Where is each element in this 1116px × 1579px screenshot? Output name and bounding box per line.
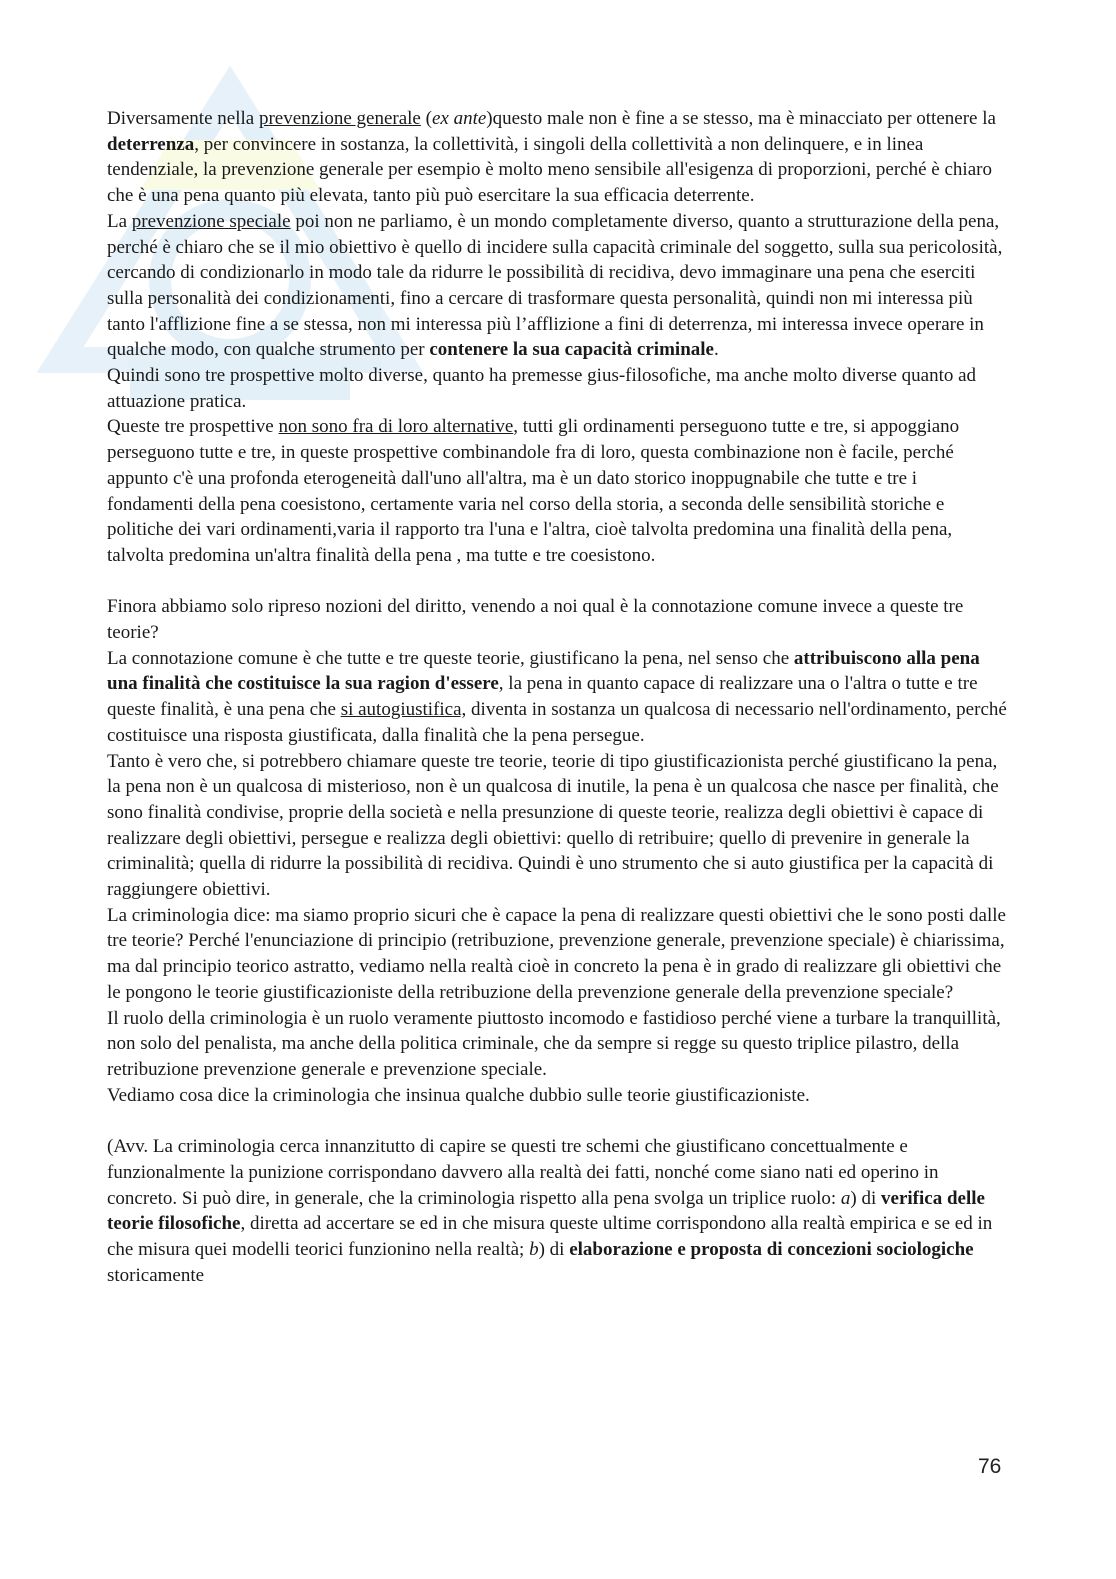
paragraph [107, 414, 1007, 568]
text-run: , per convincere in sostanza, la collettività, i singoli della collettività a non delinquere, e in linea tendenziale, la prevenzione generale per esempio è molto meno sensibile all'esigenza di proporzioni, perché è chiaro che è una pena quanto più elevata, tanto più può esercitare la sua efficacia deterrente. [107, 133, 992, 207]
text-run: , tutti gli ordinamenti perseguono tutte e tre, si appoggiano perseguono tutte e tre, in queste prospettive combinandole fra di loro, questa combinazione non è facile, perché appunto c'è una profonda eterogeneità dall'uno all'altra, ma è un dato storico inoppugnabile che tutte e tre i fondamenti della pena coesistono, certamente varia nel corso della storia, a seconda delle sensibilità storiche e politiche dei vari ordinamenti,varia il rapporto tra l'una e l'altra, cioè talvolta predomina una finalità della pena, talvolta predomina un'altra finalità della pena , ma tutte e tre coesistono. [107, 416, 960, 566]
paragraph [107, 1083, 1007, 1109]
text-run: Finora abbiamo solo ripreso nozioni del diritto, venendo a noi qual è la connotazione comune invece a queste tre teorie? [107, 596, 964, 644]
text-run: La [107, 210, 132, 232]
paragraph [107, 209, 1007, 363]
text-run: Quindi sono tre prospettive molto diverse, quanto ha premesse gius-filosofiche, ma anche molto diverse quanto ad attuazione pratica. [107, 365, 977, 412]
bold-text: verifica delle teorie filosofiche [107, 1187, 985, 1235]
paragraph [107, 363, 1007, 414]
paragraph [107, 646, 1007, 749]
underlined-text: si autogiustifica, [340, 699, 467, 721]
italic-text: ex ante [431, 108, 487, 129]
paragraph [107, 903, 1007, 1006]
paragraph [107, 1006, 1007, 1083]
bold-text: elaborazione e proposta di concezioni sociologiche [569, 1238, 974, 1260]
text-run: diventa in sostanza un qualcosa di necessario nell'ordinamento, perché costituisce una risposta giustificata, dalla finalità che la pena persegue. [107, 699, 1007, 746]
paragraph-spacer [107, 1108, 1007, 1134]
text-run: ) di [538, 1238, 570, 1260]
text-run: Vediamo cosa dice la criminologia che insinua qualche dubbio sulle teorie giustificazioniste. [107, 1084, 810, 1106]
text-run: ( [420, 108, 432, 129]
italic-text: b [529, 1238, 539, 1260]
bold-text: attribuiscono alla pena una finalità che costituisce la sua ragion d'essere [107, 647, 980, 695]
italic-text: a [840, 1187, 851, 1209]
paragraph [107, 749, 1007, 903]
text-run: La connotazione comune è che tutte e tre queste teorie, giustificano la pena, nel senso che [107, 647, 794, 669]
paragraph [107, 106, 1007, 209]
text-run: La criminologia dice: ma siamo proprio sicuri che è capace la pena di realizzare questi obiettivi che le sono posti dalle tre teorie? Perché l'enunciazione di principio (retribuzione, prevenzione generale, prevenzione speciale) è chiarissima, ma dal principio teorico astratto, vediamo nella realtà cioè in concreto la pena è in grado di realizzare gli obiettivi che le pongono le teorie giustificazioniste della retribuzione della prevenzione generale della prevenzione speciale? [107, 904, 1006, 1003]
text-run: )questo male non è fine a se stesso, ma è minacciato per ottenere la [486, 108, 996, 129]
page-number: 76 [978, 1455, 1002, 1478]
bold-text: deterrenza [107, 133, 195, 155]
text-run: , diretta ad accertare se ed in che misura queste ultime corrispondono alla realtà empirica e se ed in che misura quei modelli teorici funzionino nella realtà; [107, 1213, 993, 1260]
text-run: (Avv. La criminologia cerca innanzitutto di capire se questi tre schemi che giustificano concettualmente e funzionalmente la punizione corrispondano davvero alla realtà dei fatti, nonché come siano nati ed operino in concreto. Si può dire, in generale, che la criminologia rispetto alla pena svolga un triplice ruolo: [107, 1136, 939, 1209]
paragraph-spacer [107, 569, 1007, 595]
underlined-text: prevenzione generale [258, 108, 421, 129]
paragraph [107, 594, 1007, 645]
text-run: Queste tre prospettive [107, 416, 279, 438]
underlined-text: non sono fra di loro alternative [278, 416, 514, 438]
text-run: storicamente [107, 1264, 205, 1286]
text-run: Tanto è vero che, si potrebbero chiamare queste tre teorie, teorie di tipo giustificazionista perché giustificano la pena, la pena non è un qualcosa di misterioso, non è un qualcosa di inutile, la pena è un qualcosa che nasce per finalità, che sono finalità condivise, proprie della società e nella presunzione di queste teorie, realizza degli obiettivi è capace di realizzare degli obiettivi, persegue e realizza degli obiettivi: quello di retribuire; quello di prevenire in generale la criminalità; quella di ridurre la possibilità di recidiva. Quindi è uno strumento che si auto giustifica per la capacità di raggiungere obiettivi. [107, 750, 999, 901]
document-body [107, 106, 1007, 1288]
text-run: Il ruolo della criminologia è un ruolo veramente piuttosto incomodo e fastidioso perché viene a turbare la tranquillità, non solo del penalista, ma anche della politica criminale, che da sempre si regge su questo triplice pilastro, della retribuzione prevenzione generale e prevenzione speciale. [107, 1007, 1001, 1080]
text-run: poi non ne parliamo, è un mondo completamente diverso, quanto a strutturazione della pena, perché è chiaro che se il mio obiettivo è quello di incidere sulla capacità criminale del soggetto, sulla sua pericolosità, cercando di condizionarlo in modo tale da ridurre le possibilità di recidiva, devo immaginare una pena che eserciti sulla personalità dei condizionamenti, fino a cercare di trasformare questa personalità, quindi non mi interessa più tanto l'afflizione fine a se stessa, non mi interessa più l’afflizione a fini di deterrenza, mi interessa invece operare in qualche modo, con qualche strumento per [107, 210, 1003, 361]
paragraph [107, 1134, 1007, 1288]
text-run: , la pena in quanto capace di realizzare una o l'altra o tutte e tre queste finalità, è una pena che [107, 673, 978, 721]
text-run: Diversamente nella [107, 108, 259, 129]
underlined-text: prevenzione speciale [131, 210, 291, 232]
bold-text: contenere la sua capacità criminale [429, 339, 714, 361]
text-run: . [713, 339, 719, 361]
text-run: ) di [850, 1187, 882, 1209]
